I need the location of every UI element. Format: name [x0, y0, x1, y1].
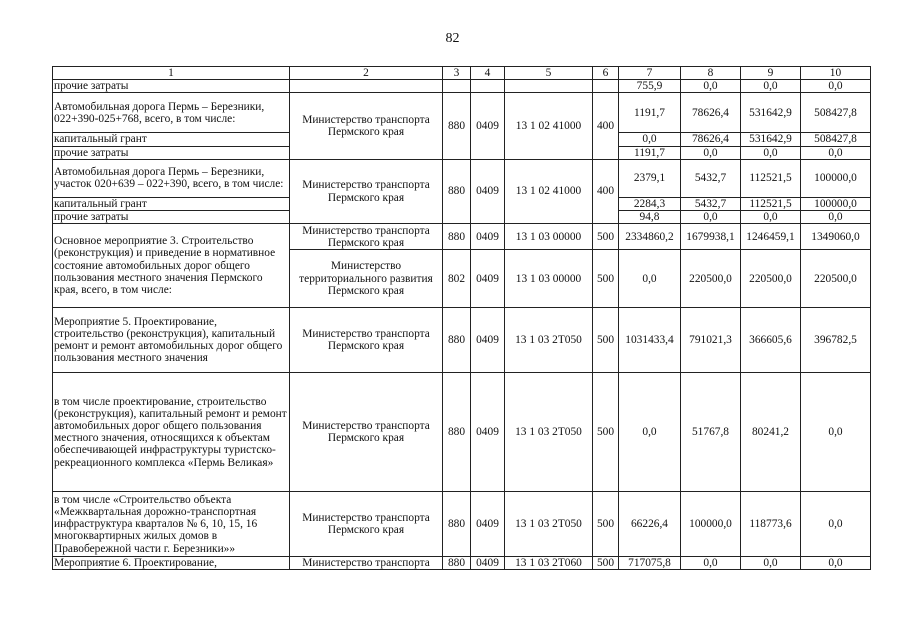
cell-code: 13 1 03 2Т050	[505, 308, 593, 373]
cell-code: 880	[443, 492, 471, 557]
cell-value: 366605,6	[741, 308, 801, 373]
cell-code: 13 1 03 00000	[505, 250, 593, 308]
cell-code: 880	[443, 373, 471, 492]
cell-value: 0,0	[801, 373, 871, 492]
cell-value: 66226,4	[619, 492, 681, 557]
ministry-cell: Министерство транспорта	[290, 557, 443, 570]
cell-value: 0,0	[681, 80, 741, 93]
cell-value: 220500,0	[801, 250, 871, 308]
cell-code: 13 1 02 41000	[505, 93, 593, 159]
cell-code: 0409	[471, 224, 505, 250]
cell-code: 0409	[471, 93, 505, 159]
header-cell: 6	[593, 67, 619, 80]
cell-value: 100000,0	[681, 492, 741, 557]
cell-value: 717075,8	[619, 557, 681, 570]
header-cell: 1	[53, 67, 290, 80]
header-cell: 3	[443, 67, 471, 80]
table-row	[53, 373, 871, 492]
cell-value: 1679938,1	[681, 224, 741, 250]
ministry-cell: Министерство транспорта Пермского края	[290, 159, 443, 223]
cell-value: 531642,9	[741, 93, 801, 133]
table-row	[53, 80, 871, 93]
row-name: прочие затраты	[53, 80, 290, 93]
header-cell: 8	[681, 67, 741, 80]
cell-value: 51767,8	[681, 373, 741, 492]
cell-code: 0409	[471, 308, 505, 373]
row-name: Основное мероприятие 3. Строительство (реконструкция) и приведение в нормативное состояние автомобильных дорог общего пользования местного значения Пермского края, всего, в том числе:	[53, 224, 290, 308]
cell-code: 880	[443, 159, 471, 223]
cell-code: 500	[593, 224, 619, 250]
cell-code: 0409	[471, 557, 505, 570]
table-row	[53, 308, 871, 373]
cell-value: 0,0	[801, 557, 871, 570]
cell-code: 500	[593, 492, 619, 557]
cell-value: 2379,1	[619, 159, 681, 197]
cell-value: 0,0	[801, 146, 871, 159]
cell-value: 0,0	[741, 557, 801, 570]
table-row	[53, 224, 871, 250]
cell-value: 0,0	[681, 211, 741, 224]
cell-code: 0409	[471, 373, 505, 492]
cell-code: 500	[593, 373, 619, 492]
header-cell: 5	[505, 67, 593, 80]
row-name: капитальный грант	[53, 197, 290, 210]
header-cell: 4	[471, 67, 505, 80]
cell-code: 880	[443, 557, 471, 570]
ministry-cell: Министерство транспорта Пермского края	[290, 93, 443, 159]
header-cell: 9	[741, 67, 801, 80]
cell-code: 400	[593, 93, 619, 159]
cell-code: 13 1 02 41000	[505, 159, 593, 223]
row-name: Автомобильная дорога Пермь – Березники, участок 020+639 – 022+390, всего, в том числе:	[53, 159, 290, 197]
cell-value: 220500,0	[741, 250, 801, 308]
row-name: в том числе «Строительство объекта «Межквартальная дорожно-транспортная инфраструктура кварталов № 6, 10, 15, 16 многоквартирных жилых домов в Правобережной части г. Березники»»	[53, 492, 290, 557]
cell-value: 1191,7	[619, 93, 681, 133]
cell-value: 220500,0	[681, 250, 741, 308]
table-row	[53, 159, 871, 197]
cell-value: 0,0	[619, 133, 681, 146]
cell-value: 508427,8	[801, 133, 871, 146]
cell-value: 791021,3	[681, 308, 741, 373]
header-cell: 2	[290, 67, 443, 80]
cell-value: 78626,4	[681, 133, 741, 146]
cell-code: 500	[593, 557, 619, 570]
cell-code: 0409	[471, 492, 505, 557]
cell-value: 100000,0	[801, 159, 871, 197]
cell-value: 0,0	[801, 492, 871, 557]
cell-code: 13 1 03 2Т050	[505, 492, 593, 557]
cell-value: 1031433,4	[619, 308, 681, 373]
table-row	[53, 492, 871, 557]
ministry-cell: Министерство транспорта Пермского края	[290, 373, 443, 492]
row-name: Автомобильная дорога Пермь – Березники, 022+390-025+768, всего, в том числе:	[53, 93, 290, 133]
cell-code: 880	[443, 308, 471, 373]
cell-value: 1191,7	[619, 146, 681, 159]
row-name: прочие затраты	[53, 146, 290, 159]
cell-code: 0409	[471, 250, 505, 308]
cell-value: 2284,3	[619, 197, 681, 210]
cell-value: 0,0	[619, 250, 681, 308]
cell-value: 0,0	[741, 211, 801, 224]
cell-value: 2334860,2	[619, 224, 681, 250]
cell-code: 13 1 03 00000	[505, 224, 593, 250]
header-cell: 7	[619, 67, 681, 80]
ministry-cell: Министерство территориального развития Пермского края	[290, 250, 443, 308]
cell-value: 118773,6	[741, 492, 801, 557]
table-row	[53, 93, 871, 133]
table-row	[53, 557, 871, 570]
cell-value: 5432,7	[681, 159, 741, 197]
cell-value: 0,0	[681, 146, 741, 159]
ministry-cell: Министерство транспорта Пермского края	[290, 224, 443, 250]
cell-value: 94,8	[619, 211, 681, 224]
cell-value: 112521,5	[741, 159, 801, 197]
cell-value: 78626,4	[681, 93, 741, 133]
row-name: в том числе проектирование, строительство (реконструкция), капитальный ремонт и ремонт автомобильных дорог общего пользования местного значения, относящихся к объектам обеспечивающей инфраструктуры туристско-рекреационного комплекса «Пермь Великая»	[53, 373, 290, 492]
cell-value: 1349060,0	[801, 224, 871, 250]
row-name: Мероприятие 6. Проектирование,	[53, 557, 290, 570]
cell-value: 0,0	[801, 80, 871, 93]
cell-value: 80241,2	[741, 373, 801, 492]
cell-value: 0,0	[741, 146, 801, 159]
header-cell: 10	[801, 67, 871, 80]
cell-code: 500	[593, 250, 619, 308]
cell-value: 508427,8	[801, 93, 871, 133]
cell-code: 880	[443, 224, 471, 250]
cell-value: 1246459,1	[741, 224, 801, 250]
cell-value: 0,0	[801, 211, 871, 224]
cell-value: 100000,0	[801, 197, 871, 210]
cell-code: 802	[443, 250, 471, 308]
row-name: капитальный грант	[53, 133, 290, 146]
cell-code: 0409	[471, 159, 505, 223]
cell-code: 13 1 03 2Т060	[505, 557, 593, 570]
cell-value: 0,0	[741, 80, 801, 93]
header-row	[53, 67, 871, 80]
cell-code: 880	[443, 93, 471, 159]
row-name: прочие затраты	[53, 211, 290, 224]
cell-value: 5432,7	[681, 197, 741, 210]
cell-value: 531642,9	[741, 133, 801, 146]
cell-value: 0,0	[681, 557, 741, 570]
page-number: 82	[445, 31, 460, 46]
budget-table	[52, 66, 871, 570]
cell-code: 500	[593, 308, 619, 373]
ministry-cell: Министерство транспорта Пермского края	[290, 492, 443, 557]
cell-value: 112521,5	[741, 197, 801, 210]
cell-code: 13 1 03 2Т050	[505, 373, 593, 492]
cell-code: 400	[593, 159, 619, 223]
cell-value: 755,9	[619, 80, 681, 93]
cell-value: 0,0	[619, 373, 681, 492]
row-name: Мероприятие 5. Проектирование, строительство (реконструкция), капитальный ремонт и ремонт автомобильных дорог общего пользования местного значения	[53, 308, 290, 373]
cell-value: 396782,5	[801, 308, 871, 373]
ministry-cell: Министерство транспорта Пермского края	[290, 308, 443, 373]
